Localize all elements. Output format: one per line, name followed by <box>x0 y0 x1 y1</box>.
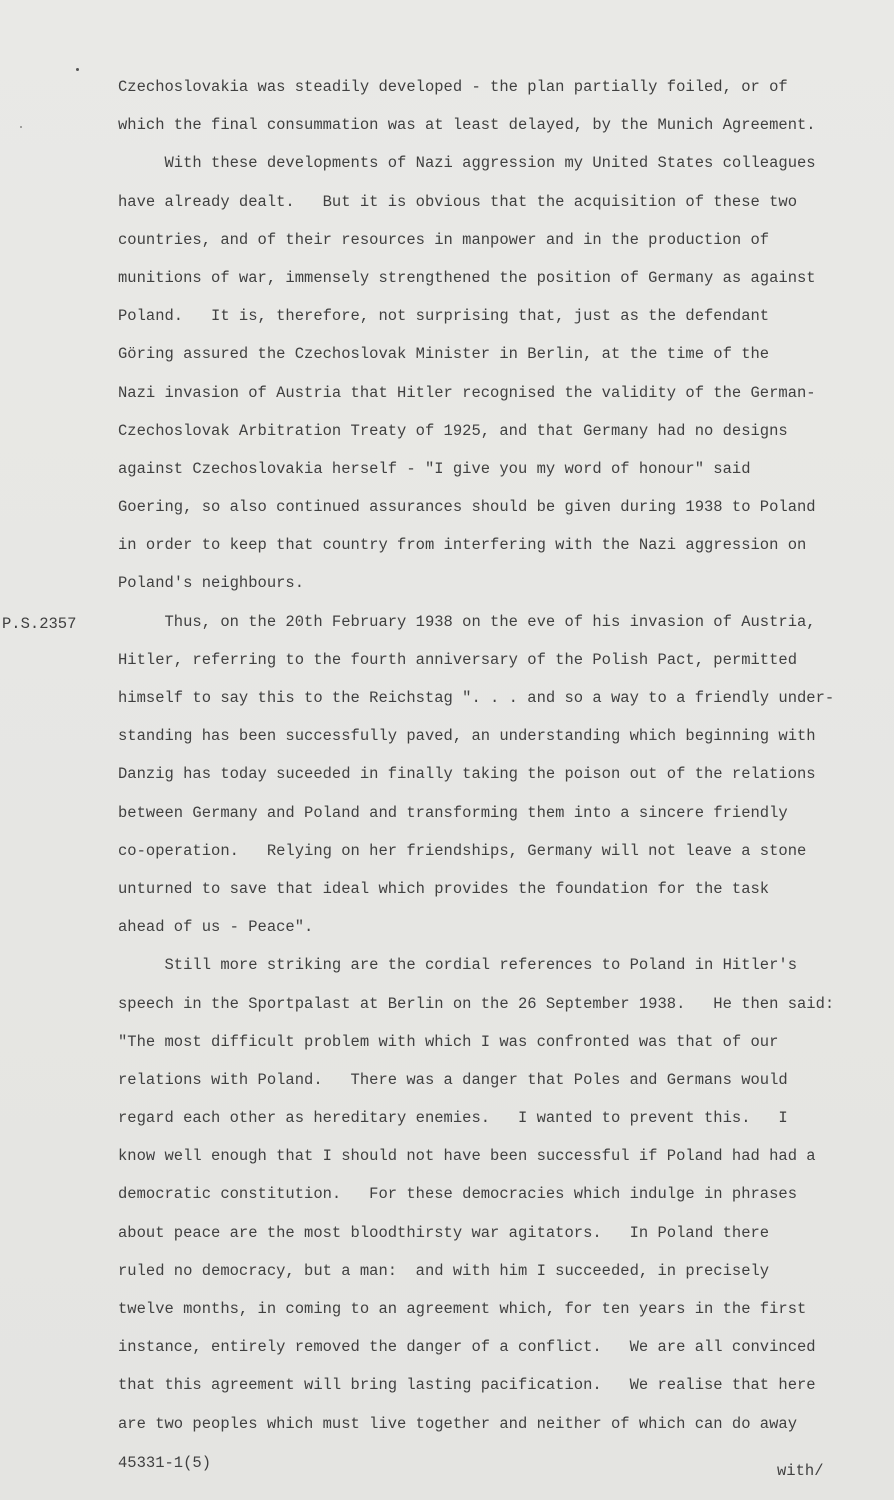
text-line: Poland's neighbours. <box>118 574 305 593</box>
catchword: with/ <box>777 1462 824 1480</box>
text-line: which the final consummation was at least delayed, by the Munich Agreement. <box>118 116 816 135</box>
text-line: With these developments of Nazi aggression my United States colleagues <box>118 154 816 173</box>
text-line: ruled no democracy, but a man: and with him I succeeded, in precisely <box>118 1261 770 1280</box>
text-line: that this agreement will bring lasting pacification. We realise that here <box>118 1376 816 1395</box>
text-line: ahead of us - Peace". <box>118 918 314 937</box>
text-line: are two peoples which must live together and neither of which can do away <box>118 1414 798 1433</box>
text-line: "The most difficult problem with which I was confronted was that of our <box>118 1032 779 1051</box>
text-line: speech in the Sportpalast at Berlin on the 26 September 1938. He then said: <box>118 994 835 1013</box>
text-line: relations with Poland. There was a danger that Poles and Germans would <box>118 1070 788 1089</box>
text-line: Goering, so also continued assurances should be given during 1938 to Poland <box>118 498 816 517</box>
text-line: democratic constitution. For these democracies which indulge in phrases <box>118 1185 798 1204</box>
text-line: co-operation. Relying on her friendships, Germany will not leave a stone <box>118 841 807 860</box>
text-line: instance, entirely removed the danger of a conflict. We are all convinced <box>118 1338 816 1357</box>
text-line: regard each other as hereditary enemies. I wanted to prevent this. I <box>118 1109 788 1128</box>
text-line: countries, and of their resources in manpower and in the production of <box>118 230 770 249</box>
text-line: standing has been successfully paved, an understanding which beginning with <box>118 727 816 746</box>
text-line: Czechoslovakia was steadily developed - the plan partially foiled, or of <box>118 78 788 96</box>
document-id: 45331-1(5) <box>118 1454 212 1472</box>
text-line: about peace are the most bloodthirsty war agitators. In Poland there <box>118 1223 770 1242</box>
text-line: twelve months, in coming to an agreement which, for ten years in the first <box>118 1300 807 1318</box>
text-line: Poland. It is, therefore, not surprising that, just as the defendant <box>118 307 770 326</box>
text-line: against Czechoslovakia herself - "I give you my word of honour" said <box>118 459 751 478</box>
text-line: between Germany and Poland and transforming them into a sincere friendly <box>118 803 788 822</box>
margin-reference: P.S.2357 <box>2 615 77 633</box>
text-line: know well enough that I should not have been successful if Poland had had a <box>118 1147 816 1166</box>
paper-speck <box>20 126 22 128</box>
text-line: himself to say this to the Reichstag ". . . and so a way to a friendly under- <box>118 689 835 707</box>
text-line: have already dealt. But it is obvious that the acquisition of these two <box>118 192 798 211</box>
text-line: Still more striking are the cordial references to Poland in Hitler's <box>118 956 798 975</box>
text-line: Danzig has today suceeded in finally taking the poison out of the relations <box>118 765 816 784</box>
text-line: Thus, on the 20th February 1938 on the eve of his invasion of Austria, <box>118 612 816 631</box>
body-text <box>118 68 860 1443</box>
paper-speck <box>76 68 79 71</box>
text-line: munitions of war, immensely strengthened the position of Germany as against <box>118 268 816 287</box>
text-line: unturned to save that ideal which provides the foundation for the task <box>118 879 770 898</box>
text-line: Nazi invasion of Austria that Hitler recognised the validity of the German- <box>118 383 816 402</box>
text-line: Czechoslovak Arbitration Treaty of 1925, and that Germany had no designs <box>118 421 788 440</box>
text-line: Hitler, referring to the fourth anniversary of the Polish Pact, permitted <box>118 650 798 669</box>
text-line: Göring assured the Czechoslovak Minister in Berlin, at the time of the <box>118 345 770 364</box>
text-line: in order to keep that country from interfering with the Nazi aggression on <box>118 536 807 555</box>
